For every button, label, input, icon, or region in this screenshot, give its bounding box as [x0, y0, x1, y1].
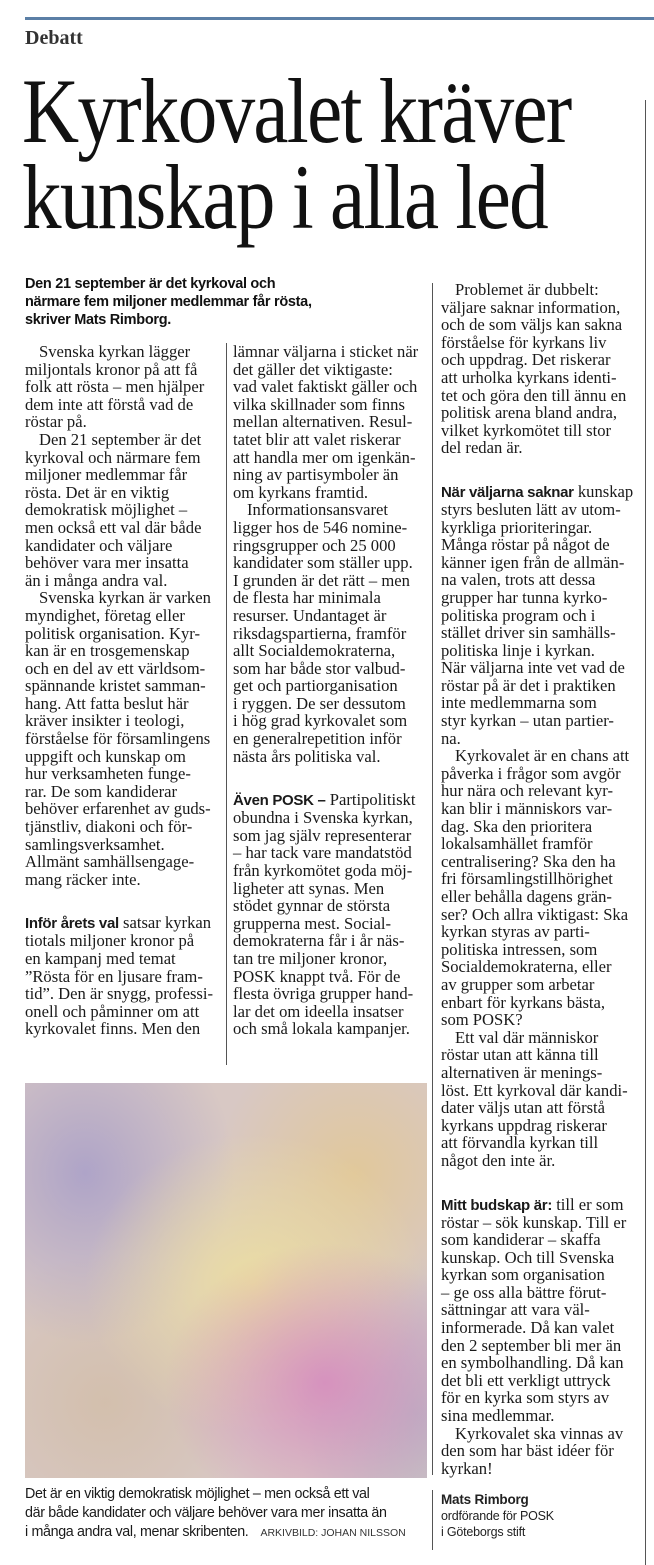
text-line: eller behålla dagens grän-: [441, 887, 612, 906]
text-line: Informationsansvaret: [247, 500, 388, 520]
text-line: politisk arena bland andra,: [441, 403, 618, 423]
text-line: känner igen från de allmän-: [441, 552, 625, 572]
text-line: ligger hos de 546 nomine-: [233, 517, 408, 537]
article-column-1: [25, 343, 220, 1038]
text-line: Kyrkovalet ska vinnas av: [455, 1423, 624, 1443]
text-line: Kyrkovalet är en chans att: [455, 746, 630, 766]
text-line: kan blir i människors var-: [441, 799, 613, 819]
text-line: grupper har tunna kyrko-: [441, 587, 608, 607]
text-line: politiska intressen, som: [441, 939, 598, 959]
text-line: hur verksamheten funge-: [25, 764, 191, 784]
text-line: onell och påminner om att: [25, 1001, 200, 1021]
text-line: ser? Och allra viktigast: Ska: [441, 904, 629, 924]
paragraph: [441, 281, 646, 457]
text-line: kyrkliga prioriteringar.: [441, 517, 593, 537]
column-divider: [432, 283, 433, 1475]
author-name: Mats Rimborg: [441, 1492, 529, 1507]
text-line: och uppdrag. Det riskerar: [441, 350, 611, 370]
paragraph: [25, 343, 220, 431]
text-line: flesta övriga grupper hand-: [233, 984, 414, 1004]
text-line: en kampanj med temat: [25, 949, 176, 968]
text-line: kan är en trosgemenskap: [25, 641, 190, 661]
text-line: tiotals miljoner kronor på: [25, 931, 195, 951]
text-line: kyrkan styras av parti-: [441, 922, 590, 942]
text-line: vad valet faktiskt gäller och: [233, 377, 418, 397]
paragraph: [441, 483, 646, 747]
text-line: en symbolhandling. Då kan: [441, 1353, 624, 1373]
text-line: lokalsamhället framför: [441, 834, 593, 854]
text-line: det bli ett verkligt uttryck: [441, 1370, 611, 1390]
text-line: rar. De som kandiderar: [25, 781, 178, 801]
text-line: Ett val där människor: [455, 1027, 599, 1047]
paragraph-lead-in: När väljarna saknar: [441, 483, 574, 501]
text-line: – ge oss alla bättre förut-: [441, 1282, 607, 1302]
text-line: av grupper som arbetar: [441, 974, 595, 994]
text-line: allt Socialdemokraterna,: [233, 641, 396, 661]
text-line: ning av partisymboler än: [233, 465, 399, 485]
text-line: lar det om ideella insatser: [233, 1001, 404, 1021]
text-line-rest: satsar kyrkan: [118, 913, 212, 933]
text-line: som jag själv representerar: [233, 825, 412, 845]
text-line: kandidater och väljare: [25, 535, 173, 555]
text-line: inte medlemmarna som: [441, 693, 597, 713]
section-label: Debatt: [25, 27, 83, 49]
text-line: politiska linje i kyrkan.: [441, 640, 595, 660]
text-line: politisk organisation. Kyr-: [25, 623, 200, 643]
author-byline: [441, 1492, 554, 1540]
text-line: tjänstliv, diakoni och för-: [25, 817, 193, 837]
paragraph: [233, 343, 423, 501]
text-line: röstar på.: [25, 412, 87, 432]
caption-line: i många andra val, menar skribenten.: [25, 1524, 249, 1540]
text-line: samlingsverksamhet.: [25, 834, 165, 854]
text-line: kyrkan som organisation: [441, 1265, 605, 1285]
text-line: kunskap. Och till Svenska: [441, 1247, 615, 1267]
article-lead: [25, 275, 355, 329]
text-line: en generalrepetition inför: [233, 729, 402, 749]
text-line: från kyrkomötet goda möj-: [233, 861, 413, 881]
text-line: i ryggen. De ser dessutom: [233, 693, 406, 713]
text-line: hang. Att fatta beslut här: [25, 693, 189, 713]
text-line: vilket kyrkomötet till stor: [441, 420, 612, 440]
paragraph: [441, 1029, 646, 1170]
text-line: miljoner medlemmar får: [25, 465, 188, 485]
text-line: demokraterna får i år näs-: [233, 931, 405, 951]
text-line: spännande kristet samman-: [25, 676, 206, 696]
photo-credit: ARKIVBILD: JOHAN NILSSON: [260, 1527, 406, 1539]
text-line: uppgift och kunskap om: [25, 746, 186, 766]
author-role: i Göteborgs stift: [441, 1525, 526, 1539]
text-line: [441, 1196, 646, 1214]
headline-line: kunskap i alla led: [22, 146, 547, 248]
text-line: sättningar att vara väl-: [441, 1300, 590, 1320]
text-line: [233, 791, 423, 809]
paragraph: [233, 501, 423, 765]
text-line: för en kyrka som styrs av: [441, 1388, 610, 1408]
text-line: na.: [441, 728, 461, 748]
text-line: kyrkans uppdrag riskerar: [441, 1115, 607, 1135]
text-line: dag. Ska den prioritera: [441, 816, 593, 836]
text-line: som POSK?: [441, 1010, 523, 1030]
text-line: stödet gynnar de största: [233, 896, 391, 916]
article-column-3: [441, 281, 646, 1477]
headline: [22, 60, 571, 248]
text-line: lämnar väljarna i sticket när: [233, 342, 419, 361]
text-line: de flesta har minimala: [233, 588, 381, 608]
text-line: nästa års politiska val.: [233, 746, 381, 766]
text-line: ”Rösta för en ljusare fram-: [25, 966, 203, 986]
text-line: som har både stor valbud-: [233, 658, 406, 678]
text-line: När väljarna inte vet vad de: [441, 658, 625, 678]
text-line: POSK knappt två. För de: [233, 966, 401, 986]
paragraph-lead-in: Även POSK –: [233, 792, 326, 810]
text-line: styr kyrkan – utan partier-: [441, 711, 614, 731]
text-line: informerade. Då kan valet: [441, 1318, 615, 1338]
text-line: riksdagspartierna, framför: [233, 623, 407, 643]
text-line: mellan alternativen. Resul-: [233, 412, 413, 432]
text-line: behöver vara mer insatta: [25, 553, 189, 573]
text-line: hur nära och relevant kyr-: [441, 781, 613, 801]
top-rule: [25, 17, 654, 20]
text-line: något den inte är.: [441, 1150, 556, 1170]
text-line: obundna i Svenska kyrkan,: [233, 808, 413, 828]
article-photo: [25, 1083, 427, 1478]
text-line: tid”. Den är snygg, professi-: [25, 984, 214, 1004]
text-line: förståelse för församlingens: [25, 729, 211, 749]
text-line: kyrkoval och närmare fem: [25, 447, 201, 467]
text-line-rest: kunskap: [573, 481, 634, 501]
text-line: stället driver sin samhälls-: [441, 623, 616, 643]
text-line: mang räcker inte.: [25, 869, 141, 889]
paragraph: [25, 431, 220, 589]
column-divider: [226, 343, 227, 1065]
text-line: som kandiderar – skaffa: [441, 1230, 601, 1250]
text-line: röstar utan att känna till: [441, 1045, 599, 1065]
text-line: rösta. Det är en viktig: [25, 482, 170, 502]
text-line-rest: till er som: [552, 1194, 624, 1214]
text-line: centralisering? Ska den ha: [441, 851, 616, 871]
text-line: kandidater som ställer upp.: [233, 553, 413, 573]
paragraph-lead-in: Mitt budskap är:: [441, 1196, 553, 1214]
text-line: get och partiorganisation: [233, 676, 398, 696]
text-line: del redan är.: [441, 438, 523, 458]
text-line: tan tre miljoner kronor,: [233, 949, 388, 968]
text-line: och de som väljs kan sakna: [441, 315, 623, 335]
text-line: resurser. Undantaget är: [233, 605, 387, 625]
text-line: I grunden är det rätt – men: [233, 570, 410, 590]
paragraph: [441, 747, 646, 1029]
text-line: na valen, trots att dessa: [441, 570, 596, 590]
headline-line: Kyrkovalet kräver: [22, 60, 571, 162]
text-line: i hög grad kyrkovalet som: [233, 711, 408, 731]
text-line: Allmänt samhällsengage-: [25, 852, 195, 872]
text-line: miljontals kronor på att få: [25, 359, 198, 379]
text-line: påverka i frågor som avgör: [441, 763, 621, 783]
lead-line: närmare fem miljoner medlemmar får rösta,: [25, 294, 312, 310]
paragraph: [25, 589, 220, 888]
text-line: behöver erfarenhet av guds-: [25, 799, 211, 819]
text-line: Svenska kyrkan lägger: [39, 342, 191, 361]
text-line-rest: Partipolitiskt: [325, 790, 416, 810]
text-line: [441, 483, 646, 501]
text-line: dem inte att förstå vad de: [25, 394, 194, 414]
text-line: fri församlingstillhörighet: [441, 869, 613, 889]
paragraph: [233, 791, 423, 1038]
text-line: att förvandla kyrkan till: [441, 1133, 599, 1153]
text-line: förståelse för kyrkans liv: [441, 332, 607, 352]
text-line: [25, 914, 220, 932]
text-line: sina medlemmar.: [441, 1406, 555, 1426]
text-line: grupperna mest. Social-: [233, 913, 392, 933]
text-line: tet och göra den till ännu en: [441, 385, 627, 405]
text-line: löst. Ett kyrkoval där kandi-: [441, 1080, 628, 1100]
text-line: och en del av ett världsom-: [25, 658, 206, 678]
text-line: att handla mer om igenkän-: [233, 447, 416, 467]
text-line: alternativen är menings-: [441, 1062, 603, 1082]
text-line: vilka skillnader som finns: [233, 394, 405, 414]
text-line: röstar – sök kunskap. Till er: [441, 1212, 627, 1232]
text-line: kräver insikter i teologi,: [25, 711, 185, 731]
paragraph: [441, 1425, 646, 1478]
paragraph: [25, 914, 220, 1038]
text-line: tatet blir att valet riskerar: [233, 429, 401, 449]
text-line: Den 21 september är det: [39, 429, 202, 449]
text-line: kyrkan!: [441, 1458, 493, 1478]
text-line: om kyrkans framtid.: [233, 482, 369, 502]
text-line: Många röstar på något de: [441, 535, 610, 555]
paragraph: [441, 1196, 646, 1425]
text-line: – har tack vare mandatstöd: [233, 843, 412, 863]
text-line: kyrkovalet finns. Men den: [25, 1019, 201, 1039]
text-line: väljare saknar information,: [441, 297, 621, 317]
lead-line: skriver Mats Rimborg.: [25, 312, 171, 328]
text-line: ligheter att synas. Men: [233, 878, 385, 898]
lead-line: Den 21 september är det kyrkoval och: [25, 276, 276, 292]
text-line: men också ett val där både: [25, 517, 202, 537]
text-line: styrs besluten lätt av utom-: [441, 499, 621, 519]
text-line: Problemet är dubbelt:: [455, 280, 599, 299]
column-divider: [432, 1490, 433, 1550]
text-line: folk att rösta – men hjälper: [25, 377, 205, 397]
text-line: röstar på är det i praktiken: [441, 675, 616, 695]
photo-caption: [25, 1485, 430, 1543]
text-line: det gäller det viktigaste:: [233, 359, 393, 379]
text-line: den som har bäst idéer för: [441, 1441, 614, 1461]
text-line: ringsgrupper och 25 000: [233, 535, 396, 555]
paragraph-lead-in: Inför årets val: [25, 915, 119, 933]
text-line: Socialdemokraterna, eller: [441, 957, 612, 977]
text-line: den 2 september bli mer än: [441, 1335, 622, 1355]
caption-line: där både kandidater och väljare behöver vara mer insatta än: [25, 1505, 387, 1521]
text-line: att urholka kyrkans identi-: [441, 367, 617, 387]
text-line: dater väljs utan att förstå: [441, 1098, 606, 1118]
caption-line: Det är en viktig demokratisk möjlighet – men också ett val: [25, 1486, 370, 1502]
text-line: politiska program och i: [441, 605, 596, 625]
author-role: ordförande för POSK: [441, 1509, 554, 1523]
text-line: demokratisk möjlighet –: [25, 500, 188, 520]
text-line: myndighet, företag eller: [25, 605, 185, 625]
article-column-2: [233, 343, 423, 1038]
text-line: än i många andra val.: [25, 570, 168, 590]
text-line: enbart för kyrkans bästa,: [441, 992, 606, 1012]
text-line: Svenska kyrkan är varken: [39, 588, 211, 608]
text-line: och små lokala kampanjer.: [233, 1019, 410, 1039]
